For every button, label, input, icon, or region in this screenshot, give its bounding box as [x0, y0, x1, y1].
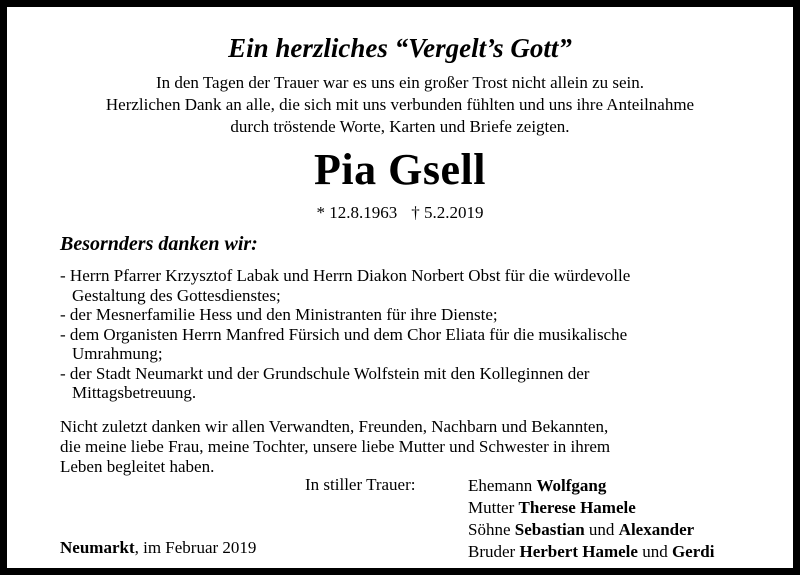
- family-list: [468, 475, 714, 563]
- closing-line: die meine liebe Frau, meine Tochter, unsere liebe Mutter und Schwester in ihrem: [60, 437, 611, 456]
- deceased-name: Pia Gsell: [314, 145, 486, 194]
- family-role: Mutter: [468, 498, 515, 517]
- family-connector: und: [642, 542, 668, 561]
- intro-text: [7, 72, 793, 138]
- family-name: Gerdi: [671, 542, 715, 561]
- place-date-text: , im Februar 2019: [134, 538, 257, 557]
- family-name: Alexander: [618, 520, 695, 539]
- family-member: [468, 497, 714, 519]
- family-name: Wolfgang: [536, 476, 607, 495]
- life-dates: [7, 203, 793, 223]
- closing-line: Nicht zuletzt danken wir allen Verwandten, Freunden, Nachbarn und Bekannten,: [60, 417, 609, 436]
- list-item: - der Stadt Neumarkt und der Grundschule Wolfstein mit den Kolleginnen der: [60, 363, 590, 383]
- family-role: Ehemann: [468, 476, 533, 495]
- list-item-continuation: Mittagsbetreuung.: [72, 383, 197, 402]
- birth-date: * 12.8.1963: [316, 203, 398, 222]
- family-member: [468, 519, 714, 541]
- intro-line: Herzlichen Dank an alle, die sich mit uns verbunden fühlten und uns ihre Anteilnahme: [105, 95, 695, 114]
- mourning-label: In stiller Trauer:: [305, 475, 416, 494]
- family-member: [468, 475, 714, 497]
- family-member: [468, 541, 714, 563]
- thanks-title: Besornders danken wir:: [60, 233, 258, 255]
- family-name: Herbert Hamele: [519, 542, 638, 561]
- list-item: - der Mesnerfamilie Hess und den Ministranten für ihre Dienste;: [60, 305, 498, 324]
- list-item-continuation: Umrahmung;: [72, 344, 163, 363]
- death-date: † 5.2.2019: [411, 203, 484, 222]
- thanks-list: [60, 266, 630, 403]
- family-connector: und: [588, 520, 615, 539]
- place-city: Neumarkt: [60, 538, 135, 557]
- list-item-continuation: Gestaltung des Gottesdienstes;: [72, 285, 281, 305]
- list-item: - Herrn Pfarrer Krzysztof Labak und Herrn Diakon Norbert Obst für die würdevolle: [60, 266, 631, 285]
- family-role: Bruder: [468, 542, 516, 561]
- closing-text: [60, 417, 610, 477]
- closing-line: Leben begleitet haben.: [60, 457, 215, 476]
- family-name: Sebastian: [514, 520, 585, 539]
- list-item: - dem Organisten Herrn Manfred Fürsich und dem Chor Eliata für die musikalische: [60, 324, 628, 344]
- intro-line: In den Tagen der Trauer war es uns ein großer Trost nicht allein zu sein.: [155, 73, 645, 92]
- intro-line: durch tröstende Worte, Karten und Briefe zeigten.: [230, 117, 570, 136]
- heading: Ein herzliches “Vergelt’s Gott”: [228, 33, 572, 63]
- family-role: Söhne: [468, 520, 511, 539]
- place-date: [60, 538, 256, 558]
- family-name: Therese Hamele: [518, 498, 636, 517]
